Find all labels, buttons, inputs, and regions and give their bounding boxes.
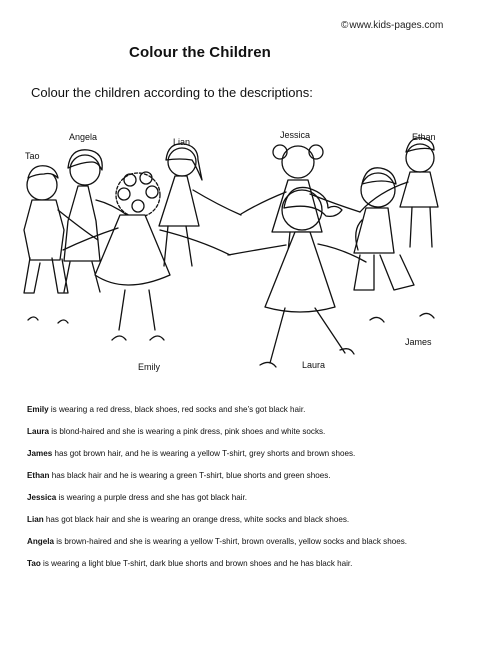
label-tao: Tao <box>25 151 40 161</box>
description-emily <box>27 404 472 426</box>
page-title: Colour the Children <box>129 44 271 61</box>
child-figure-ethan <box>360 138 438 247</box>
description-name: Emily <box>27 405 49 414</box>
description-lian <box>27 514 472 536</box>
label-laura: Laura <box>302 360 326 370</box>
child-figure-tao <box>24 166 98 323</box>
label-james: James <box>405 337 432 347</box>
description-text: has black hair and he is wearing a green T-shirt, blue shorts and green shoes. <box>49 471 331 480</box>
description-name: Ethan <box>27 471 50 480</box>
description-text: is brown-haired and she is wearing a yellow T-shirt, brown overalls, yellow socks and black shoes. <box>54 537 407 546</box>
description-text: is blond-haired and she is wearing a pink dress, pink shoes and white socks. <box>49 427 326 436</box>
child-figure-laura <box>228 187 366 367</box>
description-text: has got black hair and she is wearing an orange dress, white socks and black shoes. <box>43 515 350 524</box>
description-text: is wearing a purple dress and she has got black hair. <box>56 493 248 502</box>
label-ethan: Ethan <box>412 132 436 142</box>
description-text: has got brown hair, and he is wearing a yellow T-shirt, grey shorts and brown shoes. <box>52 449 356 458</box>
description-name: Tao <box>27 559 41 568</box>
description-james <box>27 448 472 470</box>
copyright-watermark <box>341 20 443 31</box>
instruction-text: Colour the children according to the descriptions: <box>31 85 313 100</box>
watermark-url: www.kids-pages.com <box>349 20 444 31</box>
description-name: Lian <box>27 515 44 524</box>
description-name: James <box>27 449 53 458</box>
copyright-symbol: © <box>341 20 349 31</box>
label-lian: Lian <box>173 137 191 147</box>
child-figure-james <box>354 168 434 322</box>
description-angela <box>27 536 472 558</box>
description-laura <box>27 426 472 448</box>
description-name: Angela <box>27 537 54 546</box>
description-name: Jessica <box>27 493 57 502</box>
child-figure-lian <box>159 144 241 266</box>
description-name: Laura <box>27 427 50 436</box>
description-text: is wearing a light blue T-shirt, dark blue shorts and brown shoes and he has black hair. <box>40 559 353 568</box>
description-text: is wearing a red dress, black shoes, red socks and she’s got black hair. <box>48 405 306 414</box>
descriptions-list <box>27 404 472 580</box>
description-jessica <box>27 492 472 514</box>
label-emily: Emily <box>138 362 160 372</box>
description-ethan <box>27 470 472 492</box>
description-tao <box>27 558 472 580</box>
children-circle-illustration <box>0 115 481 390</box>
label-angela: Angela <box>69 132 98 142</box>
label-jessica: Jessica <box>280 130 311 140</box>
